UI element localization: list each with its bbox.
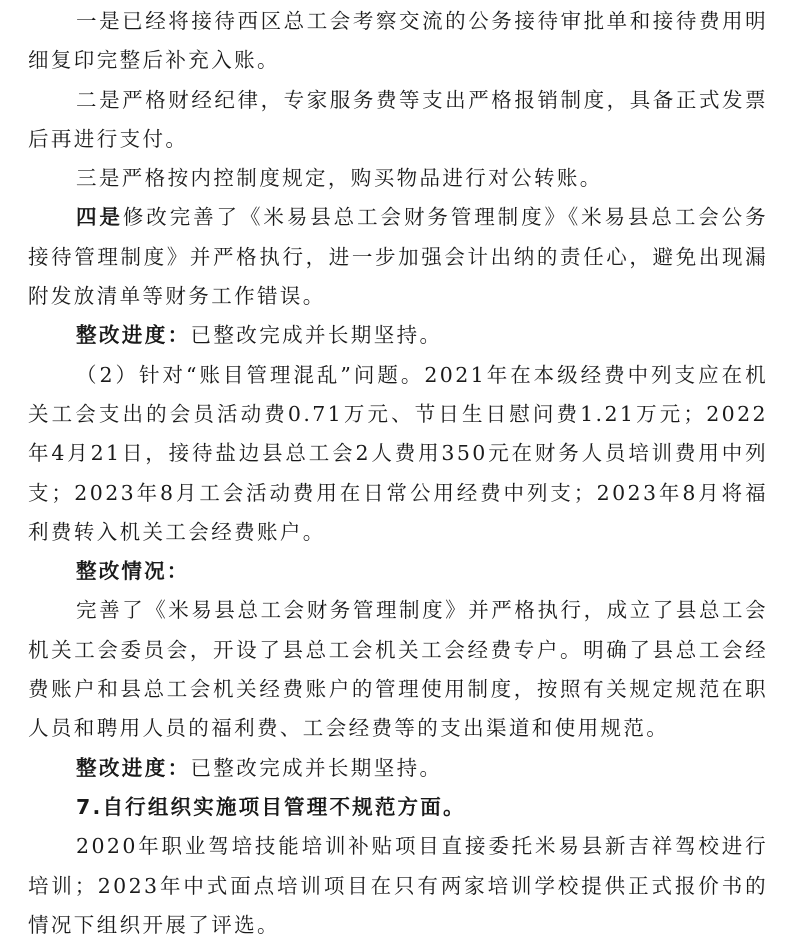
paragraph-item-two: 二是严格财经纪律，专家服务费等支出严格报销制度，具备正式发票后再进行支付。 [28, 87, 768, 151]
paragraph-rectification-detail: 完善了《米易县总工会财务管理制度》并严格执行，成立了县总工会机关工会委员会，开设了县总工会机关工会经费专户。明确了县总工会经费账户和县总工会机关经费账户的管理使用制度，按照有关规定规范在职人员和聘用人员的福利费、工会经费等的支出渠道和使用规范。 [28, 598, 768, 741]
progress-text-2: 已整改完成并长期坚持。 [190, 755, 443, 780]
progress-line-1 [0, 316, 800, 355]
item-four-lead: 四是 [76, 205, 123, 230]
item-four-text: 修改完善了《米易县总工会财务管理制度》《米易县总工会公务接待管理制度》并严格执行，进一步加强会计出纳的责任心，避免出现漏附发放清单等财务工作错误。 [28, 205, 768, 309]
section-heading-project-management: 7.自行组织实施项目管理不规范方面。 [76, 794, 466, 819]
paragraph-project-detail: 2020年职业驾培技能培训补贴项目直接委托米易县新吉祥驾校进行培训；2023年中式面点培训项目在只有两家培训学校提供正式报价书的情况下组织开展了评选。 [28, 834, 768, 937]
progress-text-1: 已整改完成并长期坚持。 [190, 323, 443, 348]
section-heading-rectification: 整改情况： [76, 559, 190, 584]
paragraph-item-three: 三是严格按内控制度规定，购买物品进行对公转账。 [76, 166, 603, 191]
progress-line-2 [0, 749, 800, 788]
progress-label-1: 整改进度： [76, 323, 191, 348]
paragraph-ledger-issue: （2）针对“账目管理混乱”问题。2021年在本级经费中列支应在机关工会支出的会员活动费0.71万元、节日生日慰问费1.21万元；2022年4月21日，接待盐边县总工会2人费用350元在财务人员培训费用中列支；2023年8月工会活动费用在日常公用经费中列支；2023年8月将福利费转入机关工会经费账户。 [28, 362, 768, 544]
paragraph-item-one: 一是已经将接待西区总工会考察交流的公务接待审批单和接待费用明细复印完整后补充入账。 [28, 9, 768, 73]
paragraph-item-four [0, 198, 800, 316]
progress-label-2: 整改进度： [76, 755, 191, 780]
